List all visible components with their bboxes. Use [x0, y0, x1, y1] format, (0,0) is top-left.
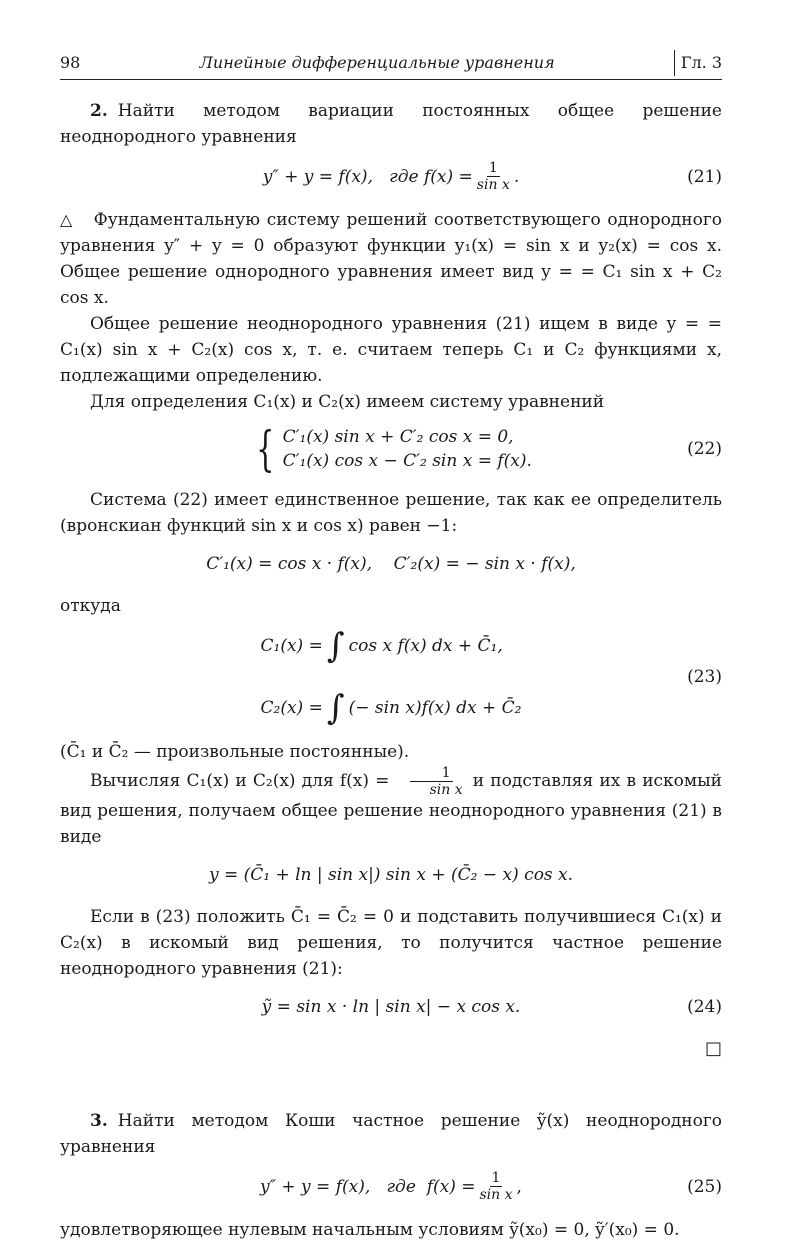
page-number: 98 — [60, 53, 81, 72]
book-page — [60, 50, 722, 1243]
problem-2-text: Найти методом вариации постоянных общее решение неоднородного уравнения — [60, 101, 722, 147]
eq23-line2-rhs: (− sin x)f(x) dx + C̄₂ — [348, 698, 522, 718]
paragraph-particular: Если в (23) положить C̄₁ = C̄₂ = 0 и подставить получившиеся C₁(x) и C₂(x) в искомый вид решения, то получится частное решение неоднородного уравнения (21): — [60, 907, 722, 979]
eq25-label: (25) — [687, 1176, 722, 1197]
integral-sign-icon: ∫ — [326, 626, 345, 666]
equation-22 — [60, 421, 722, 477]
arbitrary-constants-note: (C̄₁ и C̄₂ — произвольные постоянные). — [60, 742, 410, 762]
para5-b: и подставляя их в искомый вид решения, получаем общее решение неоднородного уравнения (21) в виде — [60, 771, 722, 847]
page-header — [60, 50, 722, 80]
equation-general-solution — [60, 860, 722, 890]
para5-a: Вычисляя C₁(x) и C₂(x) для f(x) = — [90, 771, 390, 791]
equation-derivatives — [60, 549, 722, 579]
para1-text: Фундаментальную систему решений соответствующего однородного уравнения y″ + y = 0 образуют функции y₁(x) = sin x и y₂(x) = cos x. Общее решение однородного уравнения имеет вид y = = C₁ sin x + C₂ cos x. — [60, 210, 722, 308]
eq25-fraction — [478, 1170, 515, 1203]
system-22 — [250, 421, 532, 477]
chapter-label: Гл. 3 — [674, 50, 722, 76]
general-solution-text: y = (C̄₁ + ln | sin x|) sin x + (C̄₂ − x) cos x. — [208, 865, 574, 885]
integral-block — [260, 626, 522, 728]
eq22-line-1: C′₁(x) sin x + C′₂ cos x = 0, — [282, 427, 514, 447]
eq23-line1-rhs: cos x f(x) dx + C̄₁, — [348, 636, 503, 656]
paragraph-fundamental-system — [60, 207, 722, 311]
eq24-text: ỹ = sin x · ln | sin x| − x cos x. — [261, 997, 521, 1017]
paragraph-system-intro: Для определения C₁(x) и C₂(x) имеем систему уравнений — [90, 392, 605, 412]
eq22-line-2: C′₁(x) cos x − C′₂ sin x = f(x). — [282, 451, 532, 471]
eq23-line-1 — [260, 626, 503, 666]
eq25-lhs: y″ + y = f(x), где f(x) = — [260, 1176, 476, 1197]
equation-24 — [60, 992, 722, 1022]
qed-square-icon: □ — [704, 1038, 722, 1059]
eq23-label: (23) — [687, 667, 722, 687]
problem-3-text: Найти методом Коши частное решение ỹ(x) неоднородного уравнения — [60, 1111, 722, 1157]
equation-25 — [60, 1170, 722, 1203]
paragraph-computing — [60, 765, 722, 850]
paragraph-wronskian: Система (22) имеет единственное решение, так как ее определитель (вронскиан функций sin x и cos x) равен −1: — [60, 490, 722, 536]
initial-conditions: удовлетворяющее нулевым начальным условиям ỹ(x₀) = 0, ỹ′(x₀) = 0. — [60, 1220, 680, 1240]
eq25-frac-den: sin x — [479, 1187, 513, 1203]
system-lines — [283, 425, 532, 473]
eq25-end: , — [516, 1176, 522, 1197]
equation-23 — [60, 626, 722, 728]
eq21-end: . — [513, 166, 520, 187]
eq21-lhs: y″ + y = f(x), где f(x) = — [262, 166, 473, 187]
derivatives-text: C′₁(x) = cos x · f(x), C′₂(x) = − sin x · f(x), — [206, 554, 576, 574]
eq24-label: (24) — [687, 997, 722, 1017]
eq23-line2-lhs: C₂(x) = — [260, 698, 323, 718]
para5-fraction — [398, 765, 465, 798]
running-title: Линейные дифференциальные уравнения — [199, 53, 555, 72]
problem-3-number: 3. — [90, 1111, 108, 1131]
triangle-icon: △ — [60, 210, 74, 229]
eq22-label: (22) — [687, 439, 722, 459]
paragraph-general-solution-form: Общее решение неоднородного уравнения (21) ищем в виде y = = C₁(x) sin x + C₂(x) cos x, т. е. считаем теперь C₁ и C₂ функциями x, подлежащими определению. — [60, 314, 722, 386]
para5-frac-num: 1 — [410, 765, 453, 782]
eq21-frac-num: 1 — [488, 160, 498, 176]
problem-2-number: 2. — [90, 101, 108, 121]
integral-sign-icon: ∫ — [326, 688, 345, 728]
eq23-line1-lhs: C₁(x) = — [260, 636, 323, 656]
problem-2-statement — [60, 98, 722, 150]
eq25-frac-num: 1 — [491, 1170, 501, 1186]
left-brace-icon: { — [256, 421, 275, 477]
problem-3-statement — [60, 1108, 722, 1160]
whence-word: откуда — [60, 596, 121, 616]
eq21-fraction — [475, 160, 512, 193]
eq21-label: (21) — [687, 166, 722, 187]
equation-21 — [60, 160, 722, 193]
eq21-frac-den: sin x — [476, 177, 510, 193]
eq23-line-2 — [260, 688, 522, 728]
para5-frac-den: sin x — [429, 782, 463, 798]
